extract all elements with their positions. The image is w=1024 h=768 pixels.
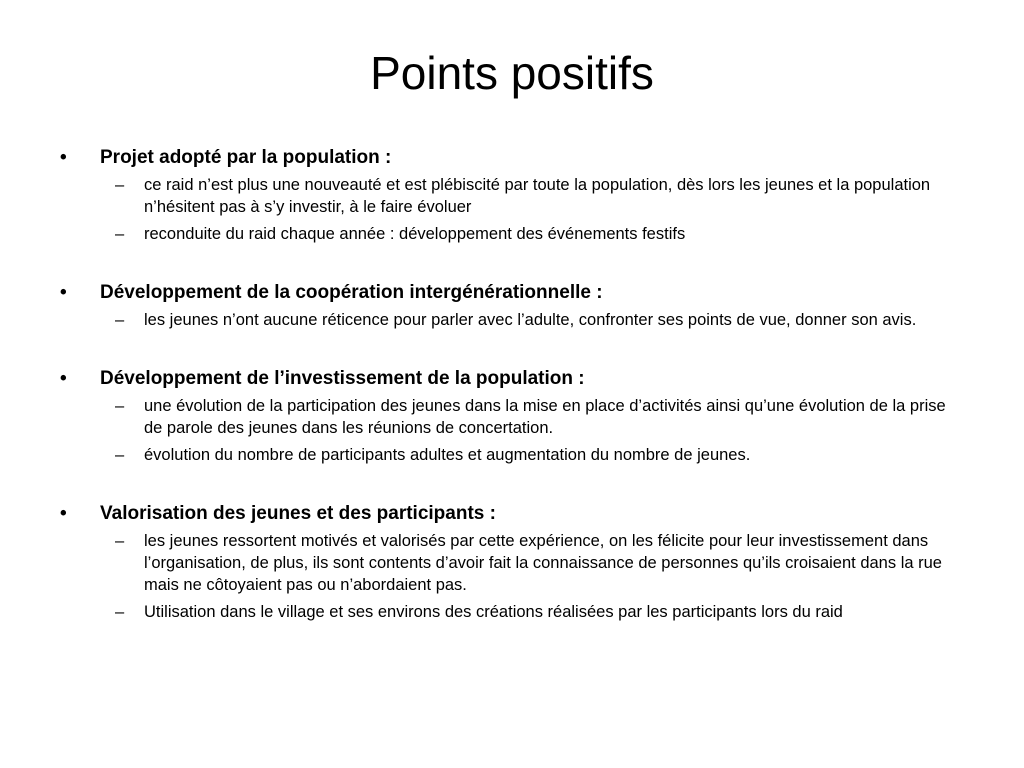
sub-item (60, 309, 960, 331)
section-heading: Développement de l’investissement de la population : (100, 368, 585, 389)
bullet-item (60, 500, 960, 528)
sub-list (60, 530, 960, 623)
sub-list (60, 395, 960, 466)
sub-item-text: Utilisation dans le village et ses environs des créations réalisées par les participants lors du raid (144, 603, 843, 621)
sub-item-text: les jeunes n’ont aucune réticence pour parler avec l’adulte, confronter ses points de vue, donner son avis. (144, 311, 917, 329)
bullet-item (60, 144, 960, 172)
bullet-icon: • (60, 503, 67, 524)
bullet-icon: • (60, 282, 67, 303)
bullet-icon: • (60, 147, 67, 168)
sub-list (60, 174, 960, 245)
sub-item (60, 444, 960, 466)
dash-icon: – (115, 311, 125, 329)
section-heading: Valorisation des jeunes et des participants : (100, 503, 496, 524)
sub-item (60, 174, 960, 218)
slide-content (60, 144, 960, 657)
sub-item (60, 530, 960, 596)
sub-item (60, 395, 960, 439)
bullet-item (60, 365, 960, 393)
dash-icon: – (115, 176, 125, 194)
sub-item-text: reconduite du raid chaque année : développement des événements festifs (144, 225, 686, 243)
bullet-item (60, 279, 960, 307)
sub-list (60, 309, 960, 331)
section-projet-adopte (60, 144, 960, 245)
section-investissement (60, 365, 960, 466)
section-valorisation (60, 500, 960, 623)
slide-title: Points positifs (370, 47, 654, 99)
dash-icon: – (115, 446, 125, 464)
dash-icon: – (115, 532, 125, 550)
sub-item-text: ce raid n’est plus une nouveauté et est plébiscité par toute la population, dès lors les jeunes et la population n’hésitent pas à s’y investir, à le faire évoluer (144, 176, 931, 216)
sub-item-text: les jeunes ressortent motivés et valorisés par cette expérience, on les félicite pour leur investissement dans l’organisation, de plus, ils sont contents d’avoir fait la connaissance de personnes qu’ils croisaient dans la rue mais ne côtoyaient pas ou n’abordaient pas. (144, 532, 942, 594)
dash-icon: – (115, 397, 125, 415)
sub-item (60, 223, 960, 245)
sub-item-text: une évolution de la participation des jeunes dans la mise en place d’activités ainsi qu’une évolution de la prise de parole des jeunes dans les réunions de concertation. (144, 397, 946, 437)
sub-item-text: évolution du nombre de participants adultes et augmentation du nombre de jeunes. (144, 446, 751, 464)
sub-item (60, 601, 960, 623)
section-cooperation (60, 279, 960, 331)
bullet-icon: • (60, 368, 67, 389)
section-heading: Projet adopté par la population : (100, 147, 392, 168)
dash-icon: – (115, 603, 125, 621)
dash-icon: – (115, 225, 125, 243)
section-heading: Développement de la coopération intergénérationnelle : (100, 282, 603, 303)
